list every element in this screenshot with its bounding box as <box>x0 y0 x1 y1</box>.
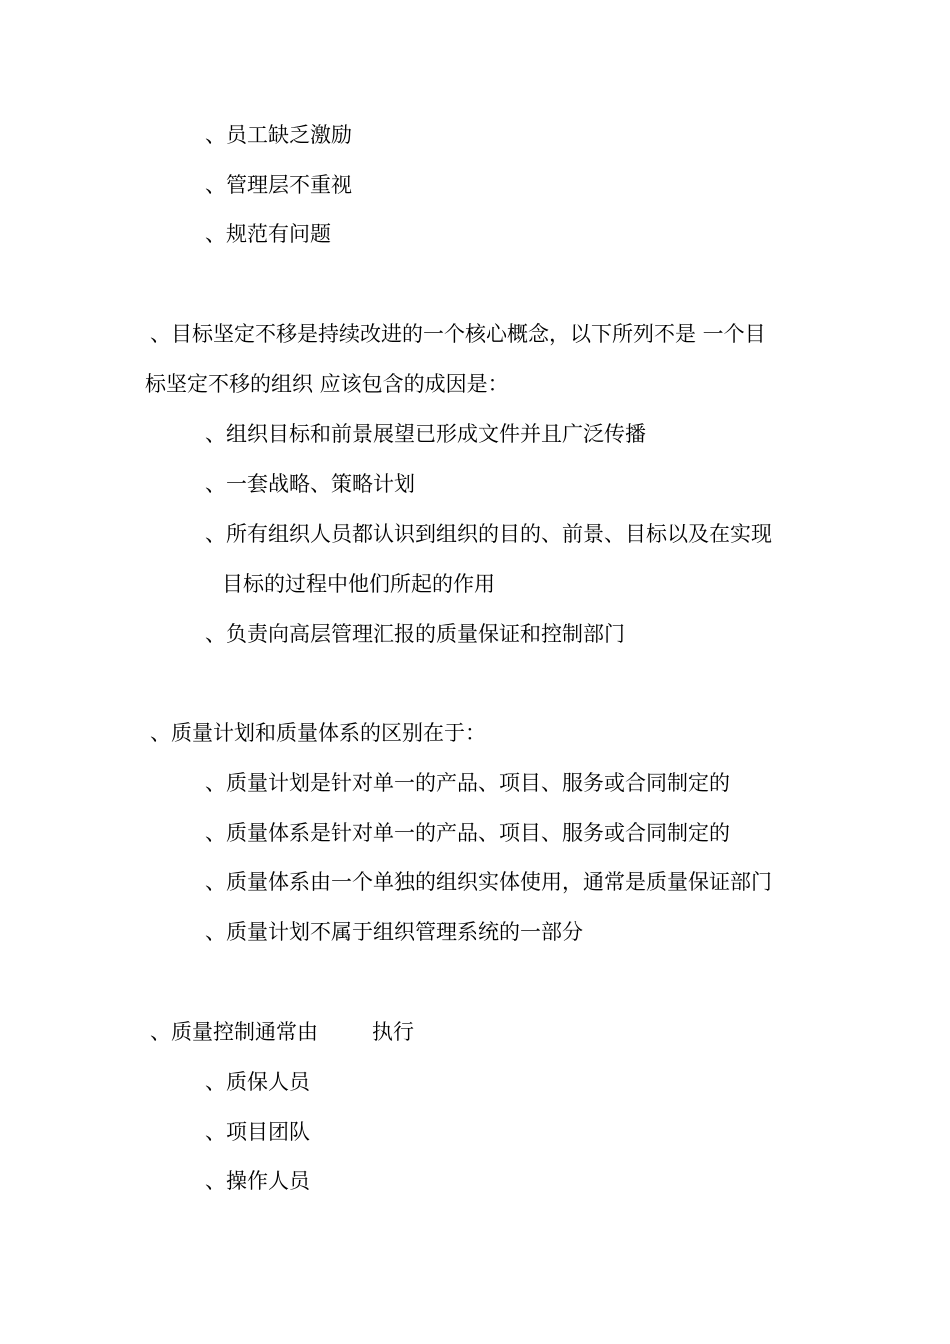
q3-stem-part2: 执行 <box>372 1020 414 1044</box>
q1-option-3: 、所有组织人员都认识到组织的目的、前景、目标以及在实现 <box>205 522 772 546</box>
q2-option-3: 、质量体系由一个单独的组织实体使用，通常是质量保证部门 <box>205 870 772 894</box>
q3-option-3: 、操作人员 <box>205 1169 310 1193</box>
q1-option-1: 、组织目标和前景展望已形成文件并且广泛传播 <box>205 422 646 446</box>
q2-option-2: 、质量体系是针对单一的产品、项目、服务或合同制定的 <box>205 821 730 845</box>
q1-stem-line2: 标坚定不移的组织 应该包含的成因是： <box>145 372 509 396</box>
q0-option-3: 、规范有问题 <box>205 222 331 246</box>
q1-option-2: 、一套战略、策略计划 <box>205 472 415 496</box>
q3-option-2: 、项目团队 <box>205 1120 310 1144</box>
q2-option-4: 、质量计划不属于组织管理系统的一部分 <box>205 920 583 944</box>
q1-option-3-continuation: 目标的过程中他们所起的作用 <box>222 572 495 596</box>
q0-option-1: 、员工缺乏激励 <box>205 123 352 147</box>
q1-stem-line1: 、目标坚定不移是持续改进的一个核心概念，以下所列不是 一个目 <box>150 322 766 346</box>
q2-stem: 、质量计划和质量体系的区别在于： <box>150 721 486 745</box>
q0-option-2: 、管理层不重视 <box>205 173 352 197</box>
q3-option-1: 、质保人员 <box>205 1070 310 1094</box>
q3-stem-part1: 、质量控制通常由 <box>150 1020 318 1044</box>
q1-option-4: 、负责向高层管理汇报的质量保证和控制部门 <box>205 622 625 646</box>
q2-option-1: 、质量计划是针对单一的产品、项目、服务或合同制定的 <box>205 771 730 795</box>
